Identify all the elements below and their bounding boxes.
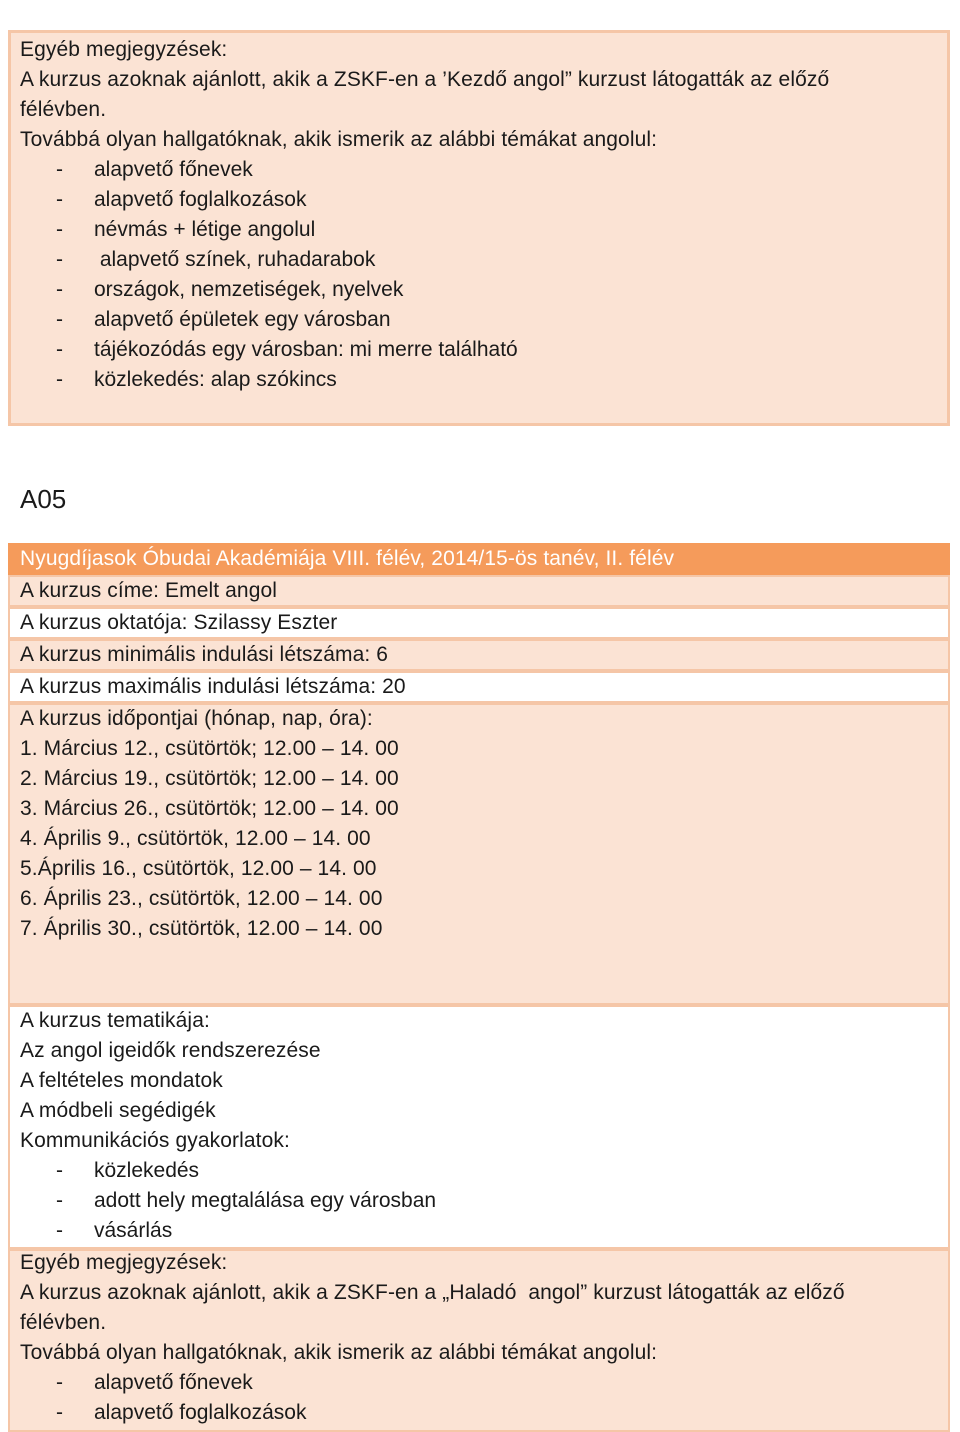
thematics-label: A kurzus tematikája:	[20, 1009, 210, 1032]
notes-label: Egyéb megjegyzések:	[20, 1251, 228, 1274]
notes-label: Egyéb megjegyzések:	[20, 38, 228, 61]
thematics-item: Az angol igeidők rendszerezése	[20, 1039, 321, 1062]
schedule-item: 5.Április 16., csütörtök, 12.00 – 14. 00	[20, 857, 377, 880]
thematics-item: A feltételes mondatok	[20, 1069, 223, 1092]
course-title: A kurzus címe: Emelt angol	[20, 579, 278, 602]
schedule-item: 3. Március 26., csütörtök; 12.00 – 14. 00	[20, 797, 399, 820]
schedule-item: 6. Április 23., csütörtök, 12.00 – 14. 00	[20, 887, 383, 910]
topics-intro: Továbbá olyan hallgatóknak, akik ismerik az alábbi témákat angolul:	[20, 128, 658, 151]
course-max-size: A kurzus maximális indulási létszáma: 20	[20, 675, 406, 698]
course-min-size: A kurzus minimális indulási létszáma: 6	[20, 643, 389, 666]
recommendation-text: A kurzus azoknak ajánlott, akik a ZSKF-en a ’Kezdő angol” kurzust látogatták az előző	[20, 68, 830, 91]
thematics-item: A módbeli segédigék	[20, 1099, 216, 1122]
schedule-item: 2. Március 19., csütörtök; 12.00 – 14. 00	[20, 767, 399, 790]
schedule-item: 1. Március 12., csütörtök; 12.00 – 14. 00	[20, 737, 399, 760]
recommendation-text-cont: félévben.	[20, 1311, 107, 1334]
course-teacher: A kurzus oktatója: Szilassy Eszter	[20, 611, 338, 634]
recommendation-text-cont: félévben.	[20, 98, 107, 121]
recommendation-text: A kurzus azoknak ajánlott, akik a ZSKF-en a „Haladó angol” kurzust látogatták az előző	[20, 1281, 845, 1304]
course-header: Nyugdíjasok Óbudai Akadémiája VIII. félév, 2014/15-ös tanév, II. félév	[20, 547, 675, 570]
course-code: A05	[20, 484, 67, 514]
schedule-item: 4. Április 9., csütörtök, 12.00 – 14. 00	[20, 827, 371, 850]
schedule-label: A kurzus időpontjai (hónap, nap, óra):	[20, 707, 373, 730]
topics-intro: Továbbá olyan hallgatóknak, akik ismerik az alábbi témákat angolul:	[20, 1341, 658, 1364]
thematics-item: Kommunikációs gyakorlatok:	[20, 1129, 290, 1152]
schedule-item: 7. Április 30., csütörtök, 12.00 – 14. 00	[20, 917, 383, 940]
